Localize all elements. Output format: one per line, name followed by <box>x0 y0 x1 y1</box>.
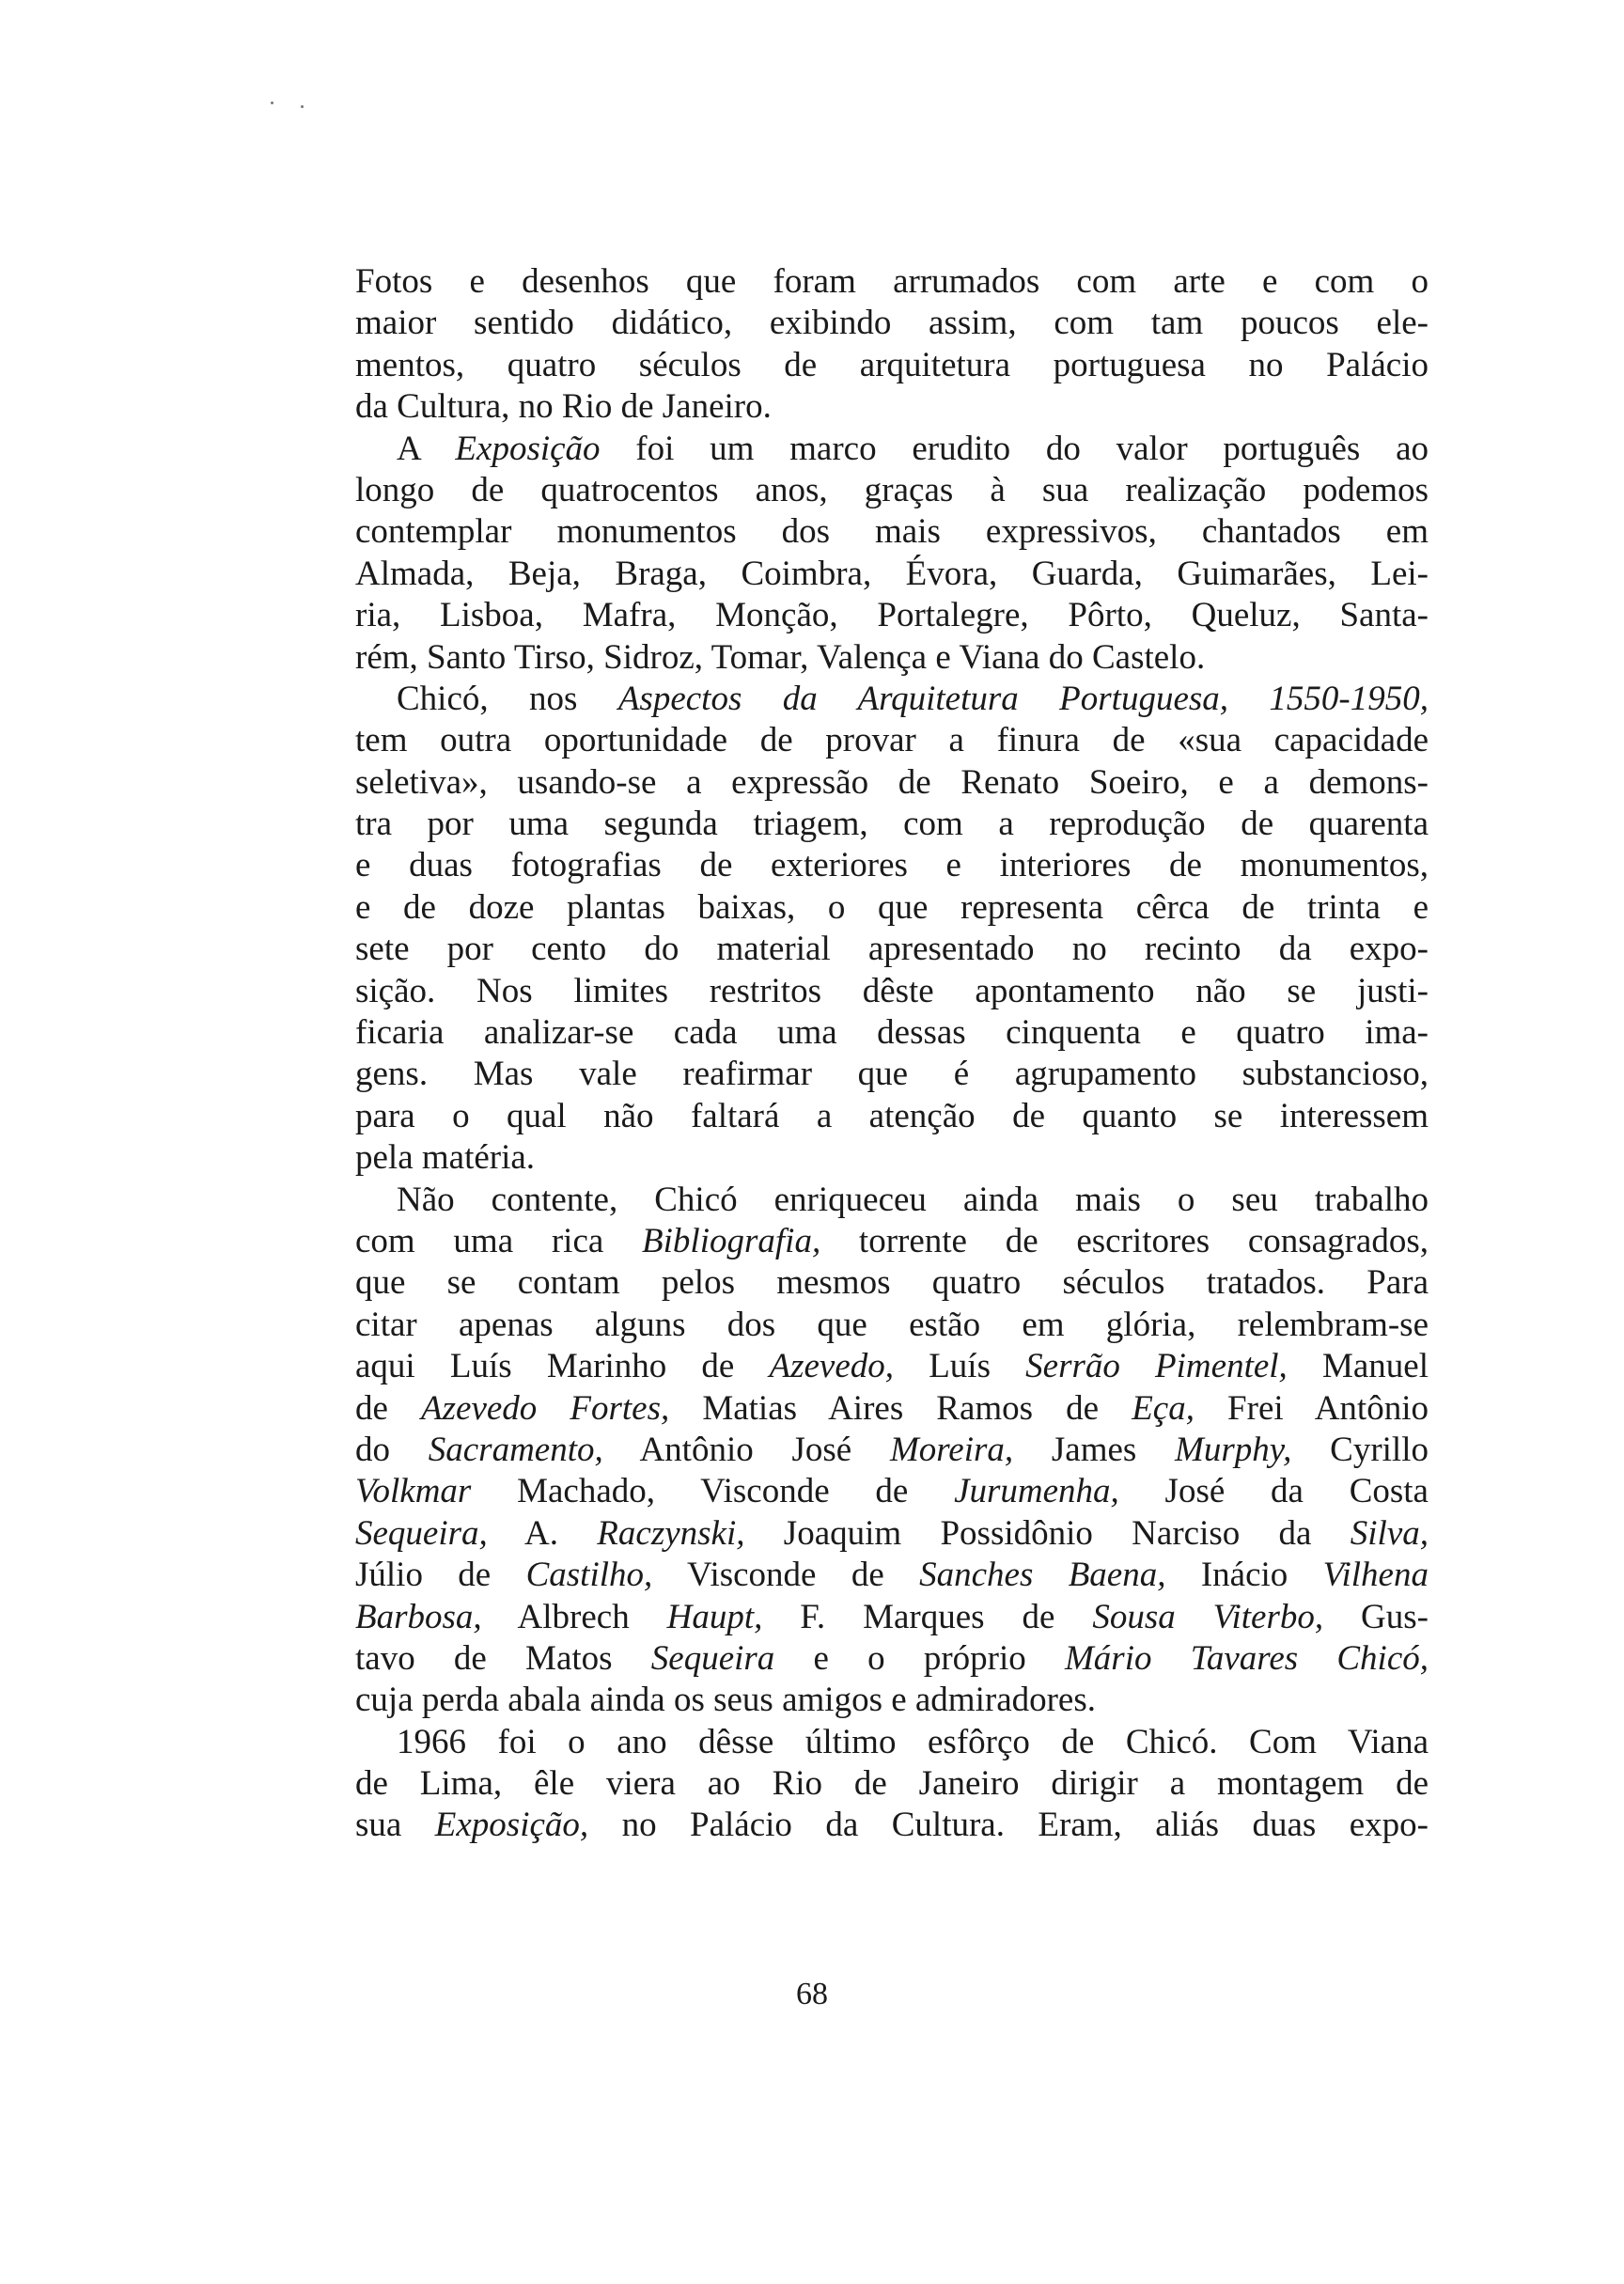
text-segment: F. Marques de <box>762 1597 1093 1636</box>
text-segment: que se contam pelos mesmos quatro séculos tratados. Para <box>355 1263 1429 1303</box>
text-segment: torrente de escritores consagrados, <box>820 1221 1429 1260</box>
text-segment: Machado, Visconde de <box>471 1472 955 1511</box>
text-line <box>355 1805 1429 1846</box>
italic-text: Sequeira, <box>355 1513 488 1553</box>
text-segment: Gus- <box>1323 1597 1429 1636</box>
text-segment: José da Costa <box>1118 1472 1429 1511</box>
italic-text: Haupt, <box>666 1597 763 1636</box>
text-line <box>355 1096 1429 1137</box>
text-segment: Manuel <box>1287 1347 1429 1386</box>
text-line <box>355 971 1429 1012</box>
text-line <box>355 1262 1429 1304</box>
text-line <box>355 1430 1429 1471</box>
text-segment: sua <box>355 1806 435 1845</box>
text-segment: Joaquim Possidônio Narciso da <box>744 1513 1351 1553</box>
text-line <box>355 1137 1429 1179</box>
italic-text: Murphy, <box>1175 1430 1292 1469</box>
text-line <box>355 1012 1429 1054</box>
text-segment: Júlio de <box>355 1556 526 1595</box>
italic-text: Sacramento, <box>428 1430 603 1469</box>
italic-text: Raczynski, <box>597 1513 745 1553</box>
text-segment: pela matéria. <box>355 1138 536 1178</box>
text-segment: Visconde de <box>652 1556 920 1595</box>
italic-text: Exposição, <box>434 1806 589 1845</box>
text-segment: longo de quatrocentos anos, graças à sua realização podemos <box>355 470 1429 509</box>
text-segment: Inácio <box>1165 1556 1323 1595</box>
text-segment: de <box>355 1388 422 1428</box>
text-line <box>355 470 1429 511</box>
italic-text: Sanches Baena, <box>919 1556 1166 1595</box>
text-segment: A <box>397 429 456 468</box>
italic-text: Moreira, <box>889 1430 1014 1469</box>
text-segment: Chicó, nos <box>397 679 618 718</box>
text-segment: contemplar monumentos dos mais expressivos, chantados em <box>355 512 1429 552</box>
text-line <box>355 554 1429 595</box>
text-line <box>355 929 1429 970</box>
text-line <box>355 1180 1429 1221</box>
italic-text: Aspectos da Arquitetura Portuguesa, 1550-1950, <box>617 679 1429 718</box>
text-segment: e de doze plantas baixas, o que representa cêrca de trinta e <box>355 887 1429 927</box>
text-segment: de Lima, êle viera ao Rio de Janeiro dirigir a montagem de <box>355 1764 1429 1804</box>
text-segment: tavo de Matos <box>355 1638 651 1678</box>
text-line <box>355 386 1429 428</box>
italic-text: Silva, <box>1350 1513 1429 1553</box>
text-segment: Antônio José <box>602 1430 890 1469</box>
text-line <box>355 1680 1429 1721</box>
italic-text: Mário Tavares Chicó, <box>1064 1638 1429 1678</box>
text-line <box>355 1513 1429 1555</box>
text-segment: tra por uma segunda triagem, com a reprodução de quarenta <box>355 805 1429 844</box>
text-segment: do <box>355 1430 429 1469</box>
text-line <box>355 1305 1429 1346</box>
text-segment: e o próprio <box>774 1638 1065 1678</box>
text-line <box>355 1555 1429 1596</box>
text-line <box>355 637 1429 679</box>
text-segment: ficaria analizar-se cada uma dessas cinquenta e quatro ima- <box>355 1013 1429 1053</box>
text-segment: Albrech <box>481 1597 667 1636</box>
text-segment: A. <box>487 1513 598 1553</box>
text-segment: citar apenas alguns dos que estão em glória, relembram-se <box>355 1305 1429 1344</box>
text-line <box>355 720 1429 761</box>
text-segment: sição. Nos limites restritos dêste apontamento não se justi- <box>355 971 1429 1010</box>
italic-text: Sousa Viterbo, <box>1092 1597 1324 1636</box>
text-line <box>355 303 1429 344</box>
italic-text: Azevedo, <box>769 1347 895 1386</box>
text-line <box>355 679 1429 720</box>
text-segment: mentos, quatro séculos de arquitetura portuguesa no Palácio <box>355 345 1429 384</box>
italic-text: Eça, <box>1132 1388 1195 1428</box>
text-segment: para o qual não faltará a atenção de quanto se interessem <box>355 1096 1429 1135</box>
text-segment: gens. Mas vale reafirmar que é agrupamento substancioso, <box>355 1055 1429 1094</box>
text-line <box>355 429 1429 470</box>
text-line <box>355 1054 1429 1095</box>
text-segment: ria, Lisboa, Mafra, Monção, Portalegre, Pôrto, Queluz, Santa- <box>355 596 1429 635</box>
text-line <box>355 1471 1429 1512</box>
page-number: 68 <box>796 1977 828 2011</box>
body-text <box>355 261 1429 1847</box>
text-line <box>355 345 1429 386</box>
text-line <box>355 845 1429 886</box>
italic-text: Castilho, <box>525 1556 653 1595</box>
text-segment: Frei Antônio <box>1194 1388 1429 1428</box>
text-segment: Almada, Beja, Braga, Coimbra, Évora, Guarda, Guimarães, Lei- <box>355 554 1429 593</box>
text-segment: cuja perda abala ainda os seus amigos e admiradores. <box>355 1681 1097 1720</box>
text-segment: no Palácio da Cultura. Eram, aliás duas expo- <box>588 1806 1429 1845</box>
text-line <box>355 1763 1429 1805</box>
scan-speck <box>301 105 304 108</box>
text-segment: rém, Santo Tirso, Sidroz, Tomar, Valença e Viana do Castelo. <box>355 637 1206 677</box>
text-line <box>355 887 1429 929</box>
text-segment: sete por cento do material apresentado no recinto da expo- <box>355 930 1429 969</box>
text-segment: Luís <box>894 1347 1026 1386</box>
text-segment: da Cultura, no Rio de Janeiro. <box>355 387 772 427</box>
text-line <box>355 595 1429 636</box>
text-segment: com uma rica <box>355 1221 643 1260</box>
text-line <box>355 1597 1429 1638</box>
italic-text: Bibliografia, <box>642 1221 821 1260</box>
text-line <box>355 1638 1429 1680</box>
text-segment: e duas fotografias de exteriores e interiores de monumentos, <box>355 846 1429 885</box>
text-segment: 1966 foi o ano dêsse último esfôrço de Chicó. Com Viana <box>397 1722 1429 1761</box>
text-line <box>355 804 1429 845</box>
text-segment: maior sentido didático, exibindo assim, com tam poucos ele- <box>355 304 1429 343</box>
text-segment: Fotos e desenhos que foram arrumados com arte e com o <box>355 262 1429 301</box>
text-line <box>355 1346 1429 1387</box>
italic-text: Volkmar <box>355 1472 472 1511</box>
text-line <box>355 1722 1429 1763</box>
italic-text: Jurumenha, <box>954 1472 1119 1511</box>
text-segment: tem outra oportunidade de provar a finura de «sua capacidade <box>355 721 1429 760</box>
italic-text: Serrão Pimentel, <box>1025 1347 1288 1386</box>
italic-text: Barbosa, <box>355 1597 482 1636</box>
text-segment: aqui Luís Marinho de <box>355 1347 770 1386</box>
text-segment: Matias Aires Ramos de <box>669 1388 1132 1428</box>
text-segment: Não contente, Chicó enriqueceu ainda mais o seu trabalho <box>397 1180 1429 1219</box>
italic-text: Vilhena <box>1322 1556 1429 1595</box>
text-line <box>355 1388 1429 1430</box>
text-segment: seletiva», usando-se a expressão de Renato Soeiro, e a demons- <box>355 762 1429 802</box>
text-segment: James <box>1013 1430 1176 1469</box>
text-segment: foi um marco erudito do valor português ao <box>600 429 1429 468</box>
scan-speck <box>271 102 273 104</box>
text-line <box>355 261 1429 303</box>
text-line <box>355 762 1429 804</box>
italic-text: Exposição <box>455 429 601 468</box>
text-line <box>355 511 1429 553</box>
italic-text: Azevedo Fortes, <box>421 1388 670 1428</box>
text-line <box>355 1221 1429 1262</box>
italic-text: Sequeira <box>650 1638 775 1678</box>
text-segment: Cyrillo <box>1291 1430 1429 1469</box>
